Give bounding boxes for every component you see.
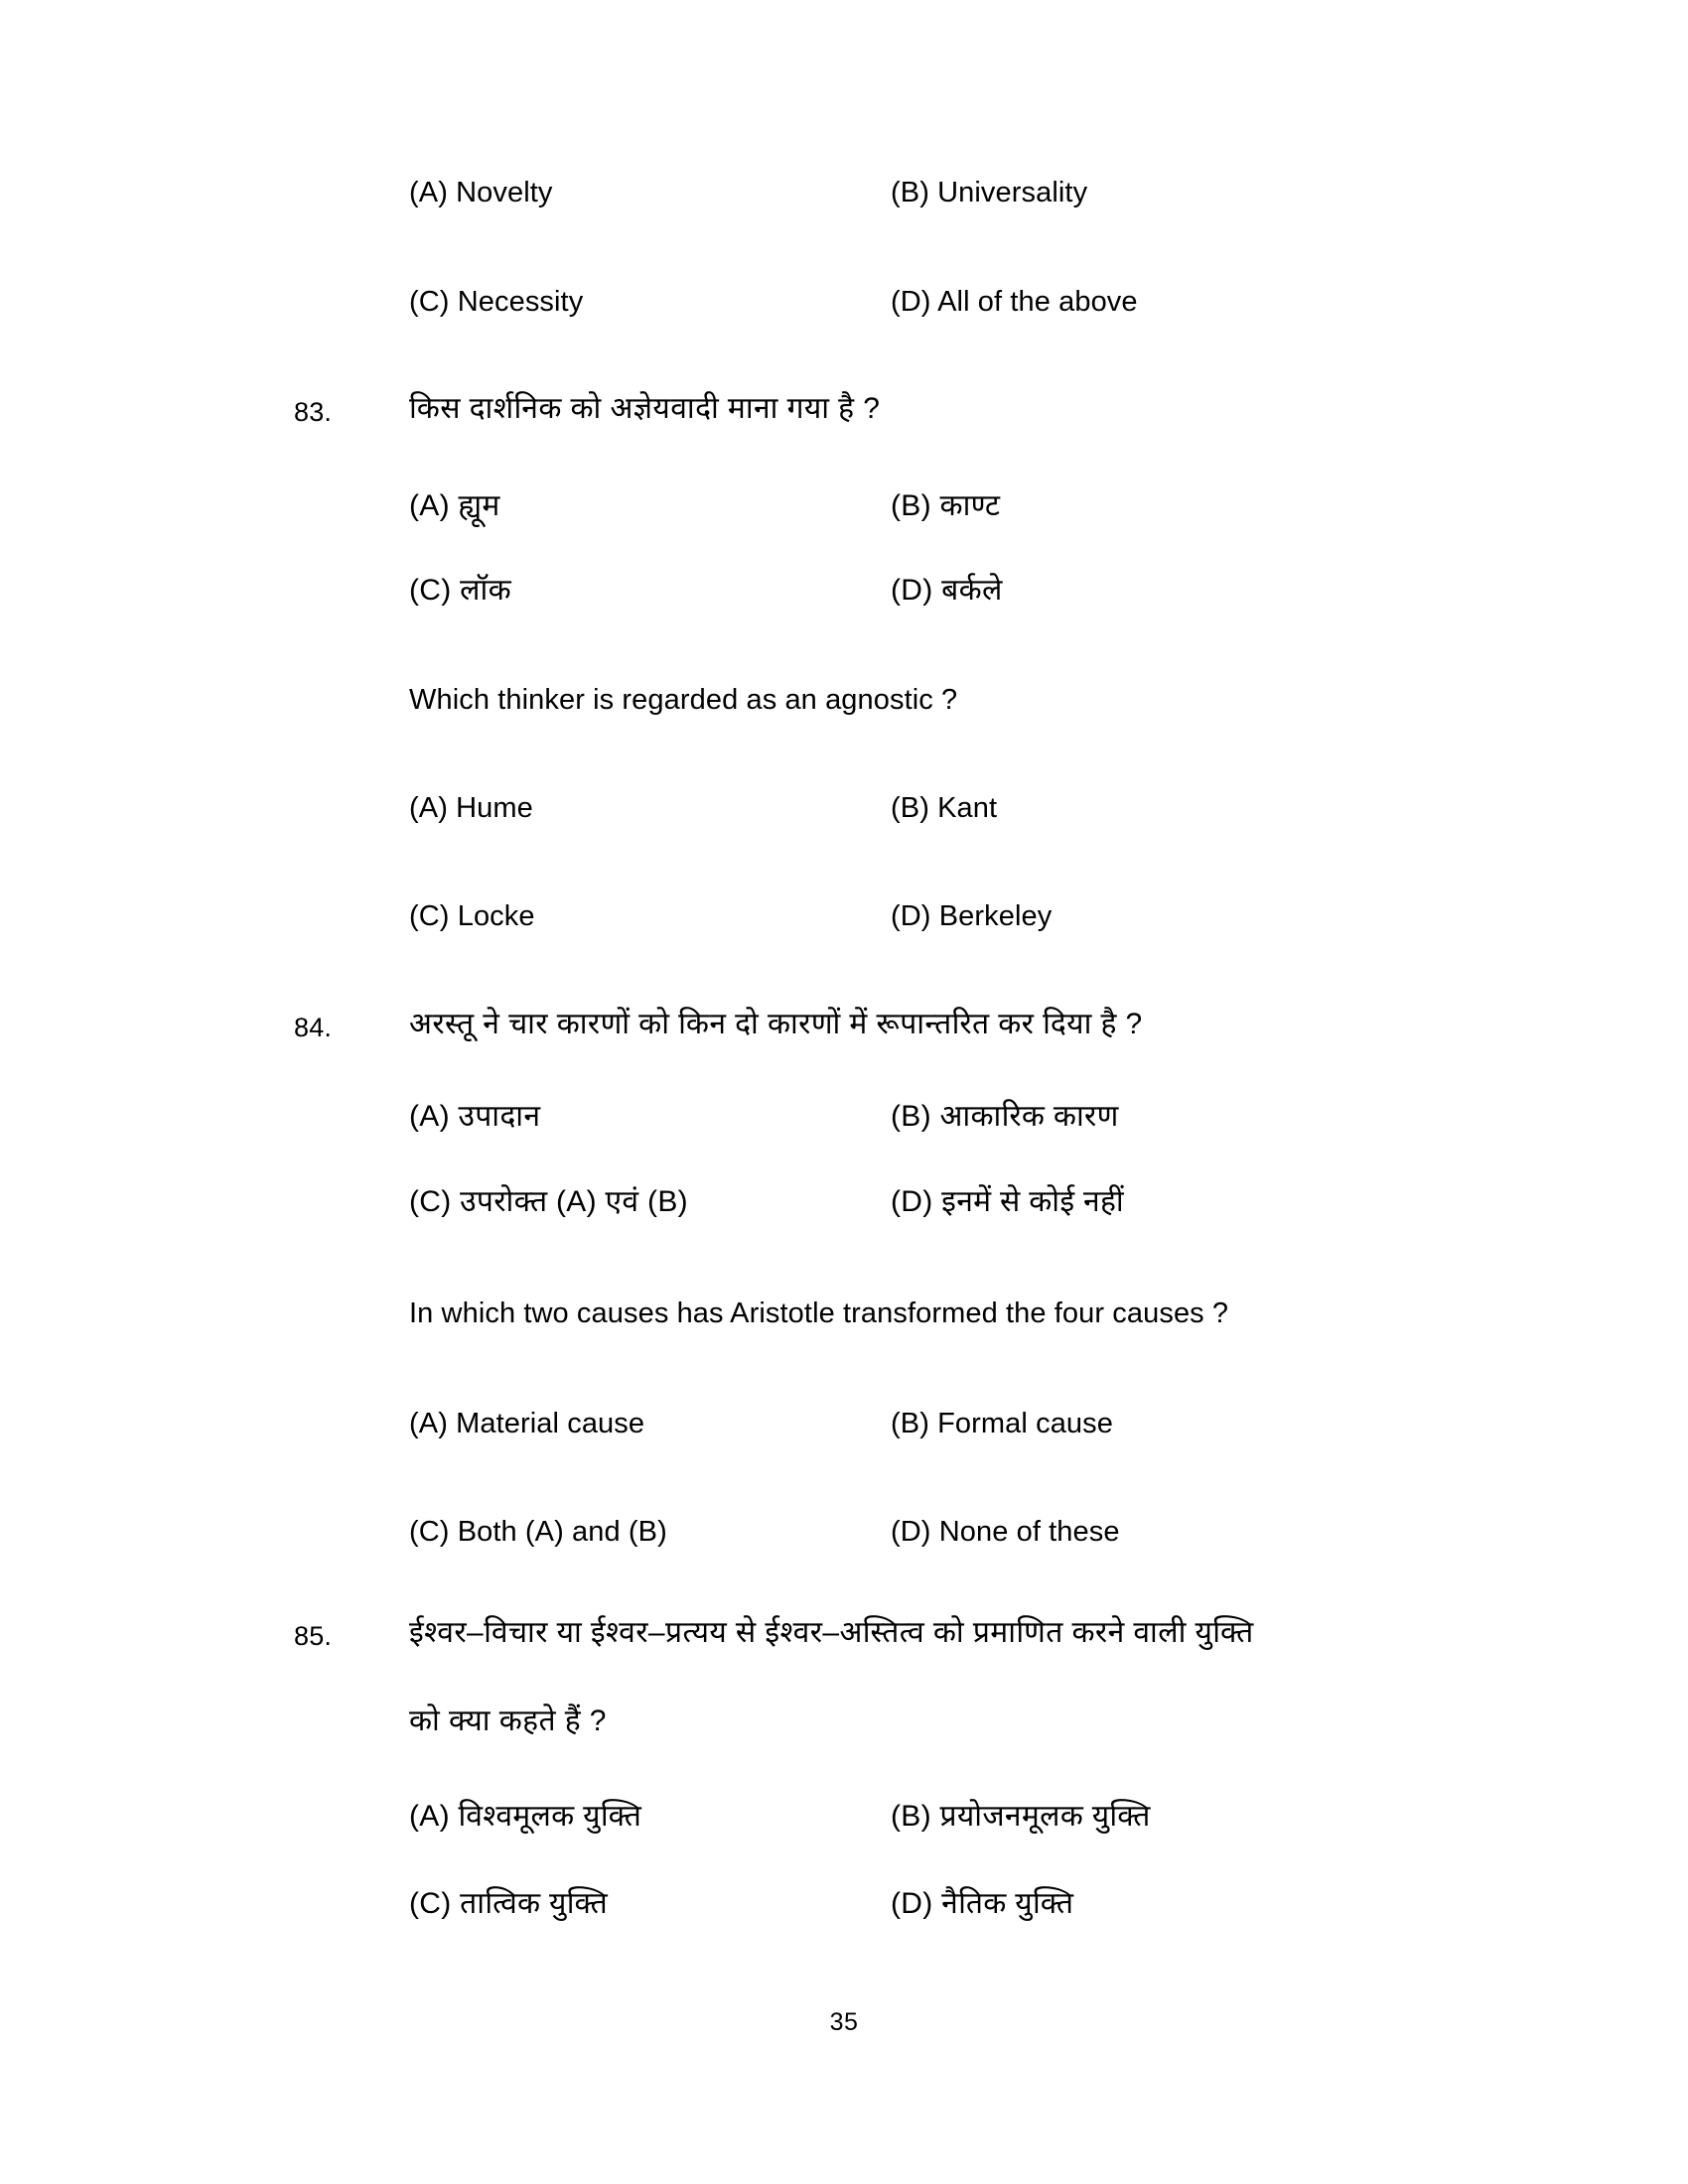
option-d[interactable]: (D) इनमें से कोई नहीं xyxy=(891,1185,1124,1218)
question-text-hindi-line1: ईश्वर–विचार या ईश्वर–प्रत्यय से ईश्वर–अस्तित्व को प्रमाणित करने वाली युक्ति xyxy=(409,1616,1254,1649)
option-row xyxy=(409,1889,1650,1933)
option-c[interactable]: (C) Both (A) and (B) xyxy=(409,1516,667,1548)
option-b[interactable]: (B) Universality xyxy=(891,177,1088,208)
option-row xyxy=(409,902,1650,946)
page-number: 35 xyxy=(829,2008,859,2036)
question-number: 85. xyxy=(294,1621,333,1651)
option-a[interactable]: (A) Material cause xyxy=(409,1408,645,1439)
option-d[interactable]: (D) Berkeley xyxy=(891,900,1053,932)
option-b[interactable]: (B) काण्ट xyxy=(891,489,1001,522)
option-c[interactable]: (C) Locke xyxy=(409,900,535,932)
option-a[interactable]: (A) ह्यूम xyxy=(409,489,500,522)
option-row xyxy=(409,1518,1650,1562)
option-row xyxy=(409,288,1650,332)
question-text-english: Which thinker is regarded as an agnostic ? xyxy=(409,684,958,716)
option-c[interactable]: (C) तात्विक युक्ति xyxy=(409,1887,608,1920)
question-text-hindi: किस दार्शनिक को अज्ञेयवादी माना गया है ? xyxy=(409,392,881,425)
option-row xyxy=(409,1187,1650,1231)
option-d[interactable]: (D) All of the above xyxy=(891,286,1138,318)
option-d[interactable]: (D) None of these xyxy=(891,1516,1120,1548)
question-number: 83. xyxy=(294,397,333,427)
question-number: 84. xyxy=(294,1013,333,1042)
option-d[interactable]: (D) बर्कले xyxy=(891,574,1003,607)
option-b[interactable]: (B) Kant xyxy=(891,792,998,824)
option-row xyxy=(409,179,1650,222)
question-text-hindi-line2: को क्या कहते हैं ? xyxy=(409,1705,607,1737)
option-row xyxy=(409,491,1650,535)
option-c[interactable]: (C) Necessity xyxy=(409,286,584,318)
option-c[interactable]: (C) लॉक xyxy=(409,574,511,607)
option-b[interactable]: (B) आकारिक कारण xyxy=(891,1100,1119,1133)
option-d[interactable]: (D) नैतिक युक्ति xyxy=(891,1887,1074,1920)
option-row xyxy=(409,1410,1650,1453)
option-a[interactable]: (A) विश्वमूलक युक्ति xyxy=(409,1800,642,1833)
option-row xyxy=(409,794,1650,838)
option-row xyxy=(409,1802,1650,1845)
option-a[interactable]: (A) उपादान xyxy=(409,1100,541,1133)
option-b[interactable]: (B) Formal cause xyxy=(891,1408,1113,1439)
option-b[interactable]: (B) प्रयोजनमूलक युक्ति xyxy=(891,1800,1151,1833)
option-a[interactable]: (A) Hume xyxy=(409,792,533,824)
option-row xyxy=(409,576,1650,619)
option-c[interactable]: (C) उपरोक्त (A) एवं (B) xyxy=(409,1185,688,1218)
question-text-english: In which two causes has Aristotle transformed the four causes ? xyxy=(409,1297,1229,1329)
option-row xyxy=(409,1102,1650,1146)
question-text-hindi: अरस्तू ने चार कारणों को किन दो कारणों में रूपान्तरित कर दिया है ? xyxy=(409,1008,1143,1040)
option-a[interactable]: (A) Novelty xyxy=(409,177,553,208)
